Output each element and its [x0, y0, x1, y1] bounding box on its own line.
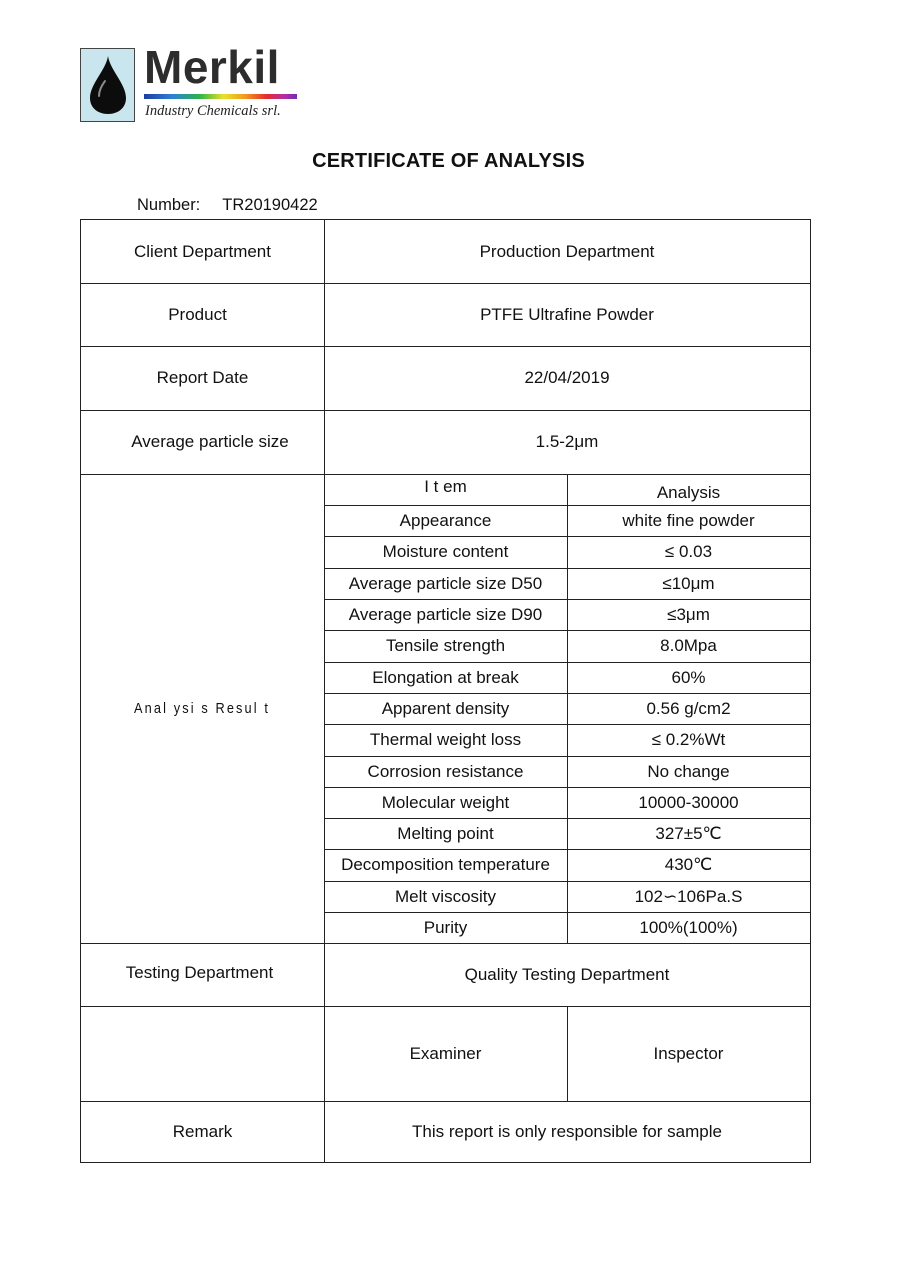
analysis-result-text: Anal ysi s Resul t: [134, 700, 271, 717]
inspector-label: Inspector: [653, 1043, 724, 1063]
logo-drop-icon: [80, 48, 135, 122]
logo-wordmark: Merkil: [144, 41, 280, 93]
analysis-value: ≤3μm: [667, 604, 710, 624]
analysis-value: 430℃: [664, 855, 713, 874]
analysis-value: 327±5℃: [655, 823, 722, 843]
analysis-item: Purity: [423, 917, 468, 937]
analysis-item: Average particle size D50: [348, 573, 543, 593]
analysis-value: ≤ 0.03: [664, 542, 713, 561]
analysis-value: white fine powder: [622, 510, 755, 530]
average-particle-size-label: Average particle size: [131, 432, 289, 451]
company-logo: [80, 41, 310, 126]
testing-department-value: Quality Testing Department: [464, 964, 670, 984]
certificate-number-value: TR20190422: [222, 196, 318, 214]
certificate-number-label: Number:: [137, 196, 201, 214]
analysis-item: Apparent density: [381, 698, 510, 718]
testing-department-label: Testing Department: [125, 962, 274, 982]
analysis-item: Appearance: [399, 510, 492, 530]
analysis-item: Melting point: [397, 823, 494, 843]
product-label: Product: [168, 304, 227, 324]
signature-blank-cell: [81, 1006, 324, 1101]
analysis-item: Molecular weight: [381, 792, 510, 812]
analysis-item: Melt viscosity: [394, 886, 497, 906]
certificate-number: [137, 196, 318, 215]
client-department-label: Client Department: [133, 241, 271, 261]
analysis-item: Tensile strength: [385, 636, 506, 655]
analysis-value: 102∽106Pa.S: [634, 886, 743, 906]
analysis-value: ≤10μm: [662, 573, 715, 593]
analysis-value: 60%: [671, 667, 706, 687]
report-date-value: 22/04/2019: [524, 368, 610, 387]
remark-value: This report is only responsible for sample: [412, 1121, 722, 1141]
analysis-item-header: I t em: [424, 477, 467, 496]
document-title: CERTIFICATE OF ANALYSIS: [312, 150, 585, 172]
analysis-result-label: [81, 474, 324, 943]
remark-label: Remark: [172, 1121, 233, 1141]
logo-color-stripe: [144, 94, 297, 99]
examiner-label: Examiner: [409, 1043, 482, 1063]
analysis-item: Thermal weight loss: [369, 730, 522, 749]
analysis-value-header: Analysis: [656, 482, 721, 502]
analysis-value: 8.0Mpa: [660, 636, 717, 655]
analysis-item: Corrosion resistance: [367, 761, 524, 781]
certificate-table: [80, 219, 811, 1163]
analysis-value: No change: [647, 761, 730, 781]
analysis-value: ≤ 0.2%Wt: [651, 730, 726, 749]
analysis-item: Average particle size D90: [348, 604, 543, 624]
analysis-item: Decomposition temperature: [341, 855, 550, 874]
average-particle-size-value: 1.5-2μm: [535, 432, 599, 451]
report-date-label: Report Date: [156, 368, 249, 387]
analysis-value: 10000-30000: [638, 792, 739, 812]
product-value: PTFE Ultrafine Powder: [480, 304, 654, 324]
analysis-item: Elongation at break: [372, 667, 519, 687]
analysis-item: Moisture content: [382, 542, 509, 561]
analysis-value: 100%(100%): [639, 917, 738, 937]
client-department-value: Production Department: [479, 241, 655, 261]
logo-tagline: Industry Chemicals srl.: [145, 103, 281, 119]
analysis-value: 0.56 g/cm2: [646, 698, 731, 718]
